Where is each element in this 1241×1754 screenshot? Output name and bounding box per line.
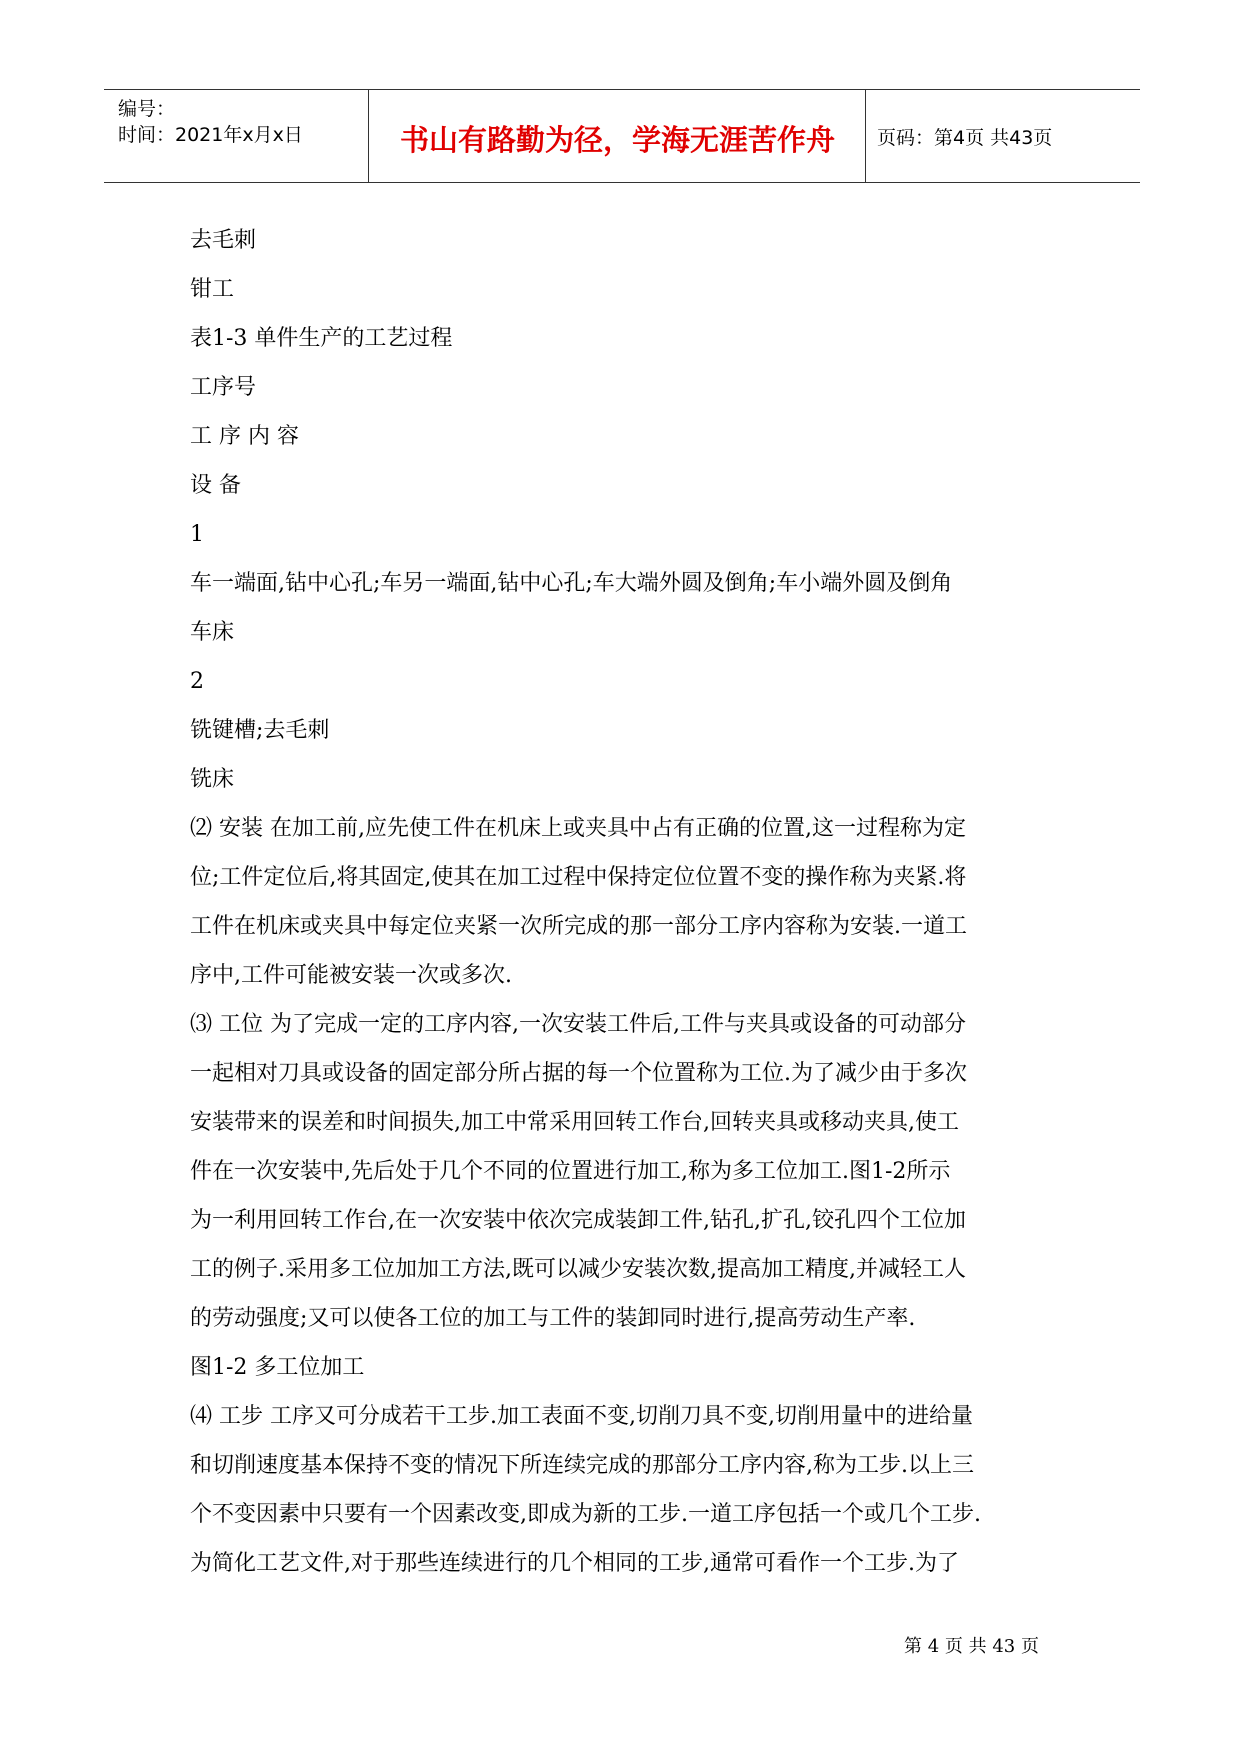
- header-meta-cell: [104, 90, 369, 182]
- document-body: [190, 216, 1070, 1588]
- body-line: 安装带来的误差和时间损失,加工中常采用回转工作台,回转夹具或移动夹具,使工: [190, 1110, 959, 1135]
- body-line: 和切削速度基本保持不变的情况下所连续完成的那部分工序内容,称为工步.以上三: [190, 1453, 974, 1478]
- body-line: 去毛刺: [190, 228, 257, 253]
- body-line: 车床: [190, 620, 235, 645]
- body-line: 一起相对刀具或设备的固定部分所占据的每一个位置称为工位.为了减少由于多次: [190, 1061, 967, 1086]
- body-line: 为简化工艺文件,对于那些连续进行的几个相同的工步,通常可看作一个工步.为了: [190, 1551, 959, 1576]
- body-line: 件在一次安装中,先后处于几个不同的位置进行加工,称为多工位加工.图1-2所示: [190, 1159, 951, 1184]
- table-caption: 表1-3 单件生产的工艺过程: [190, 326, 453, 351]
- body-line: 个不变因素中只要有一个因素改变,即成为新的工步.一道工序包括一个或几个工步.: [190, 1502, 981, 1527]
- page-header: [104, 89, 1140, 183]
- number-label: 编号：: [118, 98, 176, 120]
- body-line: 铣键槽;去毛刺: [190, 718, 330, 743]
- body-line: 工 序 内 容: [190, 424, 299, 449]
- body-line: 2: [190, 669, 204, 694]
- body-line: ⑶ 工位 为了完成一定的工序内容,一次安装工件后,工件与夹具或设备的可动部分: [190, 1012, 966, 1037]
- body-line: ⑵ 安装 在加工前,应先使工件在机床上或夹具中占有正确的位置,这一过程称为定: [190, 816, 966, 841]
- body-line: 工件在机床或夹具中每定位夹紧一次所完成的那一部分工序内容称为安装.一道工: [190, 914, 967, 939]
- motto-text: 书山有路勤为径，学海无涯苦作舟: [399, 123, 835, 157]
- body-line: 为一利用回转工作台,在一次安装中依次完成装卸工件,钻孔,扩孔,铰孔四个工位加: [190, 1208, 966, 1233]
- header-page-cell: [867, 90, 1140, 182]
- body-line: 位;工件定位后,将其固定,使其在加工过程中保持定位位置不变的操作称为夹紧.将: [190, 865, 967, 890]
- body-line: 车一端面,钻中心孔;车另一端面,钻中心孔;车大端外圆及倒角;车小端外圆及倒角: [190, 571, 953, 596]
- figure-caption: 图1-2 多工位加工: [190, 1355, 365, 1380]
- header-motto-cell: [370, 90, 866, 182]
- body-line: 设 备: [190, 473, 241, 498]
- time-label: 时间：2021年x月x日: [118, 124, 303, 146]
- page-code: 页码：第4页 共43页: [877, 127, 1053, 149]
- body-line: 钳工: [190, 277, 235, 302]
- body-line: 序中,工件可能被安装一次或多次.: [190, 963, 512, 988]
- body-line: 1: [190, 522, 204, 547]
- body-line: 工序号: [190, 375, 257, 400]
- body-line: 的劳动强度;又可以使各工位的加工与工件的装卸同时进行,提高劳动生产率.: [190, 1306, 916, 1331]
- body-line: 铣床: [190, 767, 235, 792]
- page-footer: 第 4 页 共 43 页: [904, 1636, 1039, 1657]
- body-line: ⑷ 工步 工序又可分成若干工步.加工表面不变,切削刀具不变,切削用量中的进给量: [190, 1404, 973, 1429]
- body-line: 工的例子.采用多工位加加工方法,既可以减少安装次数,提高加工精度,并减轻工人: [190, 1257, 966, 1282]
